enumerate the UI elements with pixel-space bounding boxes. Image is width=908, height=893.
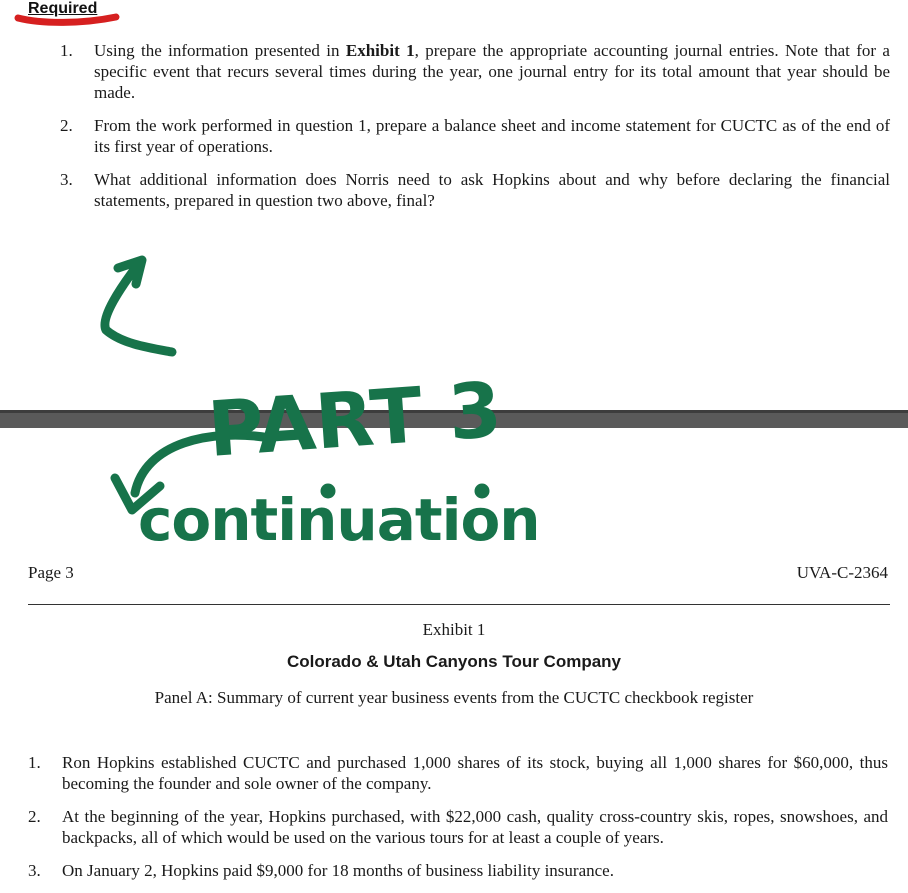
event-text: At the beginning of the year, Hopkins purchased, with $22,000 cash, quality cross-country skis, ropes, snowshoes, and backpacks, all of which would be used on the various tours for at least a couple of years. — [62, 807, 888, 847]
event-item — [28, 806, 888, 848]
continuation-handwriting: continuation — [138, 486, 540, 554]
event-number: 2. — [28, 807, 41, 826]
question-item — [60, 169, 890, 211]
panel-title: Panel A: Summary of current year business events from the CUCTC checkbook register — [154, 688, 754, 707]
handwritten-annotation — [60, 248, 580, 568]
required-heading: Required — [28, 0, 98, 17]
company-title: Colorado & Utah Canyons Tour Company — [286, 652, 622, 671]
business-events-list — [28, 752, 888, 893]
event-text: Ron Hopkins established CUCTC and purchased 1,000 shares of its stock, buying all 1,000 shares for $60,000, thus becoming the founder and sole owner of the company. — [62, 753, 888, 793]
question-text: From the work performed in question 1, prepare a balance sheet and income statement for CUCTC as of the end of its first year of operations. — [94, 116, 890, 156]
question-text: Using the information presented in — [94, 41, 346, 60]
question-item — [60, 115, 890, 157]
exhibit-label: Exhibit 1 — [422, 620, 486, 639]
exhibit-reference: Exhibit 1 — [345, 41, 415, 60]
required-questions-list — [60, 40, 890, 223]
event-number: 1. — [28, 753, 41, 772]
question-text: What additional information does Norris need to ask Hopkins about and why before declaring the financial statements, prepared in question two above, final? — [94, 170, 890, 210]
handwritten-arrow-up-icon — [105, 260, 172, 352]
question-item — [60, 40, 890, 103]
event-item — [28, 752, 888, 794]
event-text: On January 2, Hopkins paid $9,000 for 18 months of business liability insurance. — [62, 861, 614, 880]
header-rule — [28, 604, 890, 605]
event-number: 3. — [28, 861, 41, 880]
question-number: 1. — [60, 41, 73, 60]
document-id: UVA-C-2364 — [796, 563, 888, 582]
event-item — [28, 860, 888, 881]
question-text-cont: , prepare the appropriate accounting journal entries. Note that for a specific event that recurs several times during the year, one journal entry for its total amount that year should be made. — [94, 41, 890, 102]
page-number: Page 3 — [28, 563, 74, 582]
part-3-handwriting: PART 3 — [205, 364, 505, 474]
question-number: 3. — [60, 170, 73, 189]
question-number: 2. — [60, 116, 73, 135]
